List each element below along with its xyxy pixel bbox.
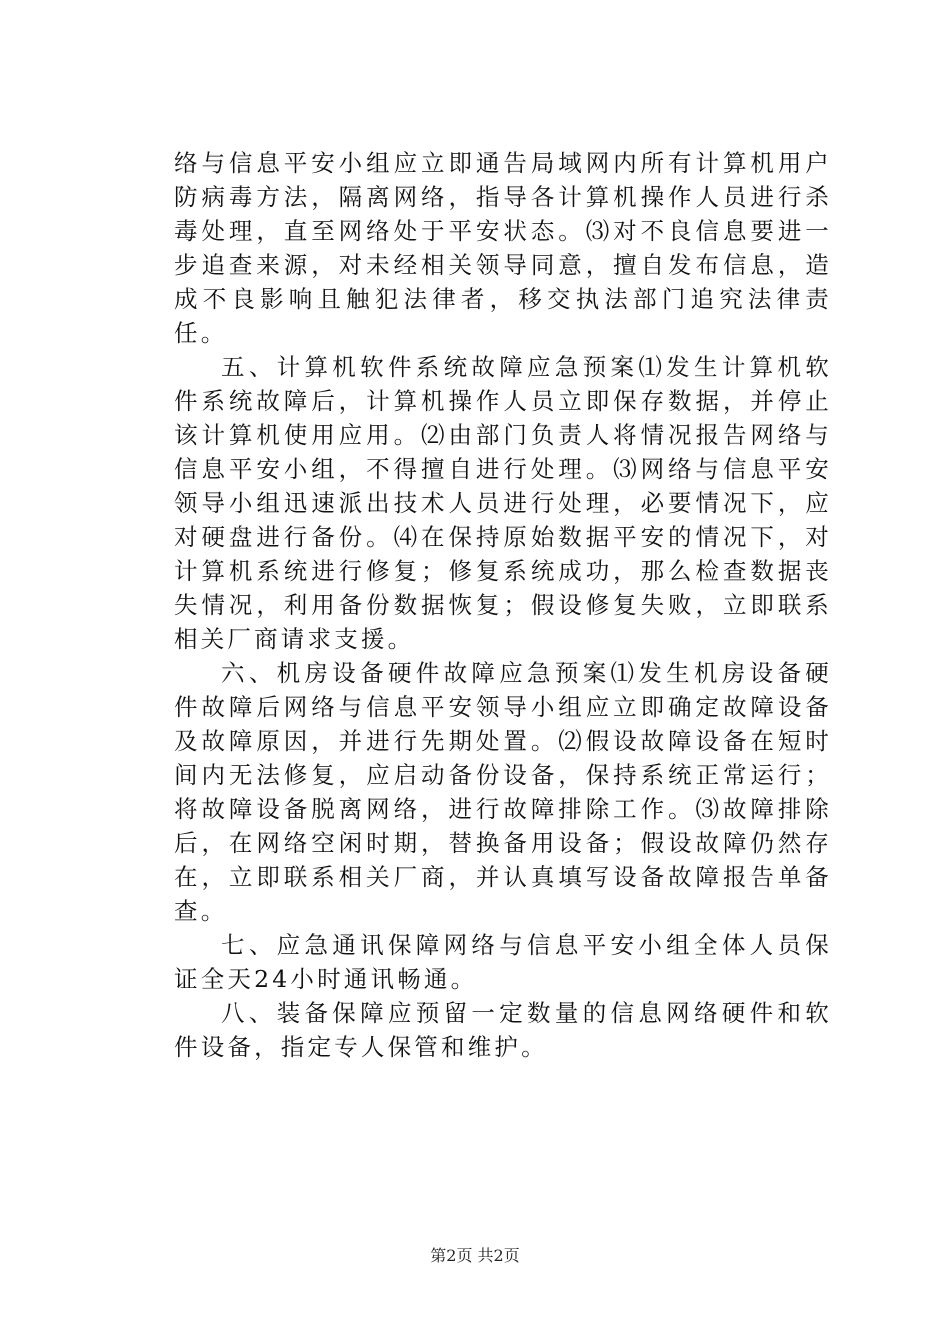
document-body	[174, 146, 832, 1064]
paragraph-section-6: 六、机房设备硬件故障应急预案⑴发生机房设备硬件故障后网络与信息平安领导小组应立即确定故障设备及故障原因，并进行先期处置。⑵假设故障设备在短时间内无法修复，应启动备份设备，保持系统正常运行；将故障设备脱离网络，进行故障排除工作。⑶故障排除后，在网络空闲时期，替换备用设备；假设故障仍然存在，立即联系相关厂商，并认真填写设备故障报告单备查。	[174, 659, 832, 925]
paragraph-section-8: 八、装备保障应预留一定数量的信息网络硬件和软件设备，指定专人保管和维护。	[174, 999, 832, 1061]
paragraph-continuation: 络与信息平安小组应立即通告局域网内所有计算机用户防病毒方法，隔离网络，指导各计算机操作人员进行杀毒处理，直至网络处于平安状态。⑶对不良信息要进一步追查来源，对未经相关领导同意，擅自发布信息，造成不良影响且触犯法律者，移交执法部门追究法律责任。	[174, 149, 832, 347]
paragraph-section-5: 五、计算机软件系统故障应急预案⑴发生计算机软件系统故障后，计算机操作人员立即保存数据，并停止该计算机使用应用。⑵由部门负责人将情况报告网络与信息平安小组，不得擅自进行处理。⑶网络与信息平安领导小组迅速派出技术人员进行处理，必要情况下，应对硬盘进行备份。⑷在保持原始数据平安的情况下，对计算机系统进行修复；修复系统成功，那么检查数据丧失情况，利用备份数据恢复；假设修复失败，立即联系相关厂商请求支援。	[174, 353, 832, 653]
paragraph-section-7: 七、应急通讯保障网络与信息平安小组全体人员保证全天24小时通讯畅通。	[174, 931, 832, 993]
page-number: 第2页 共2页	[430, 1246, 520, 1265]
